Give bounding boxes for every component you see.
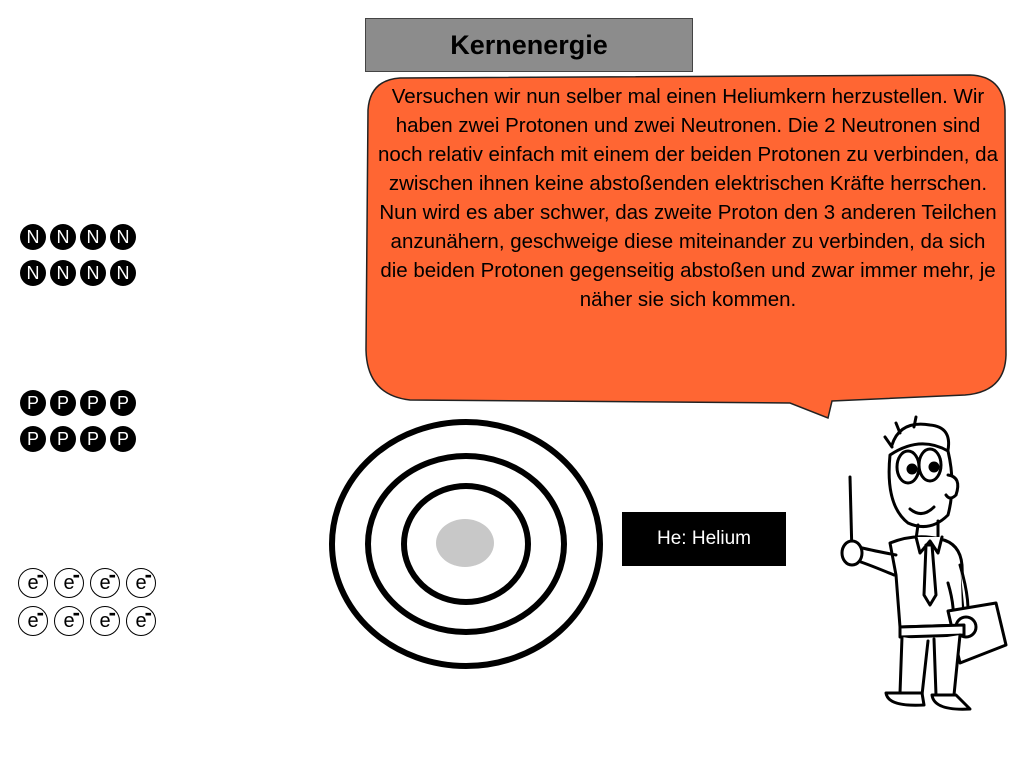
proton[interactable]: P xyxy=(50,390,76,416)
neutron[interactable]: N xyxy=(110,260,136,286)
electron[interactable]: e - xyxy=(90,606,120,636)
neutron[interactable]: N xyxy=(80,260,106,286)
proton[interactable]: P xyxy=(80,390,106,416)
teacher-figure-icon xyxy=(830,415,1020,715)
speech-bubble-text: Versuchen wir nun selber mal einen Heliumkern herzustellen. Wir haben zwei Protonen und zwei Neutronen. Die 2 Neutronen sind noch relativ einfach mit einem der beiden Protonen zu verbinden, da zwischen ihnen keine abstoßenden elektrischen Kräfte herrschen. Nun wird es aber schwer, das zweite Proton den 3 anderen Teilchen anzunähern, geschweige diese miteinander zu verbinden, da sich die beiden Protonen gegenseitig abstoßen und zwar immer mehr, je näher sie sich kommen. xyxy=(378,85,998,311)
electron-row-1 xyxy=(18,562,156,598)
neutron-row-2 xyxy=(20,260,136,286)
electron-row-2 xyxy=(18,600,156,636)
proton[interactable]: P xyxy=(80,426,106,452)
electron[interactable]: e - xyxy=(18,568,48,598)
electron[interactable]: e - xyxy=(54,568,84,598)
proton-row-2 xyxy=(20,426,136,452)
proton[interactable]: P xyxy=(110,426,136,452)
proton-row-1 xyxy=(20,390,136,416)
proton[interactable]: P xyxy=(20,426,46,452)
neutron[interactable]: N xyxy=(50,260,76,286)
neutron[interactable]: N xyxy=(20,224,46,250)
neutron[interactable]: N xyxy=(50,224,76,250)
element-label: He: Helium xyxy=(622,512,786,566)
electron[interactable]: e - xyxy=(126,606,156,636)
electron[interactable]: e - xyxy=(18,606,48,636)
neutron[interactable]: N xyxy=(20,260,46,286)
page-title: Kernenergie xyxy=(365,18,693,72)
proton[interactable]: P xyxy=(20,390,46,416)
electron[interactable]: e - xyxy=(54,606,84,636)
proton[interactable]: P xyxy=(110,390,136,416)
neutron[interactable]: N xyxy=(80,224,106,250)
electron[interactable]: e - xyxy=(90,568,120,598)
electron[interactable]: e - xyxy=(126,568,156,598)
neutron[interactable]: N xyxy=(110,224,136,250)
neutron-row-1 xyxy=(20,224,136,250)
proton[interactable]: P xyxy=(50,426,76,452)
